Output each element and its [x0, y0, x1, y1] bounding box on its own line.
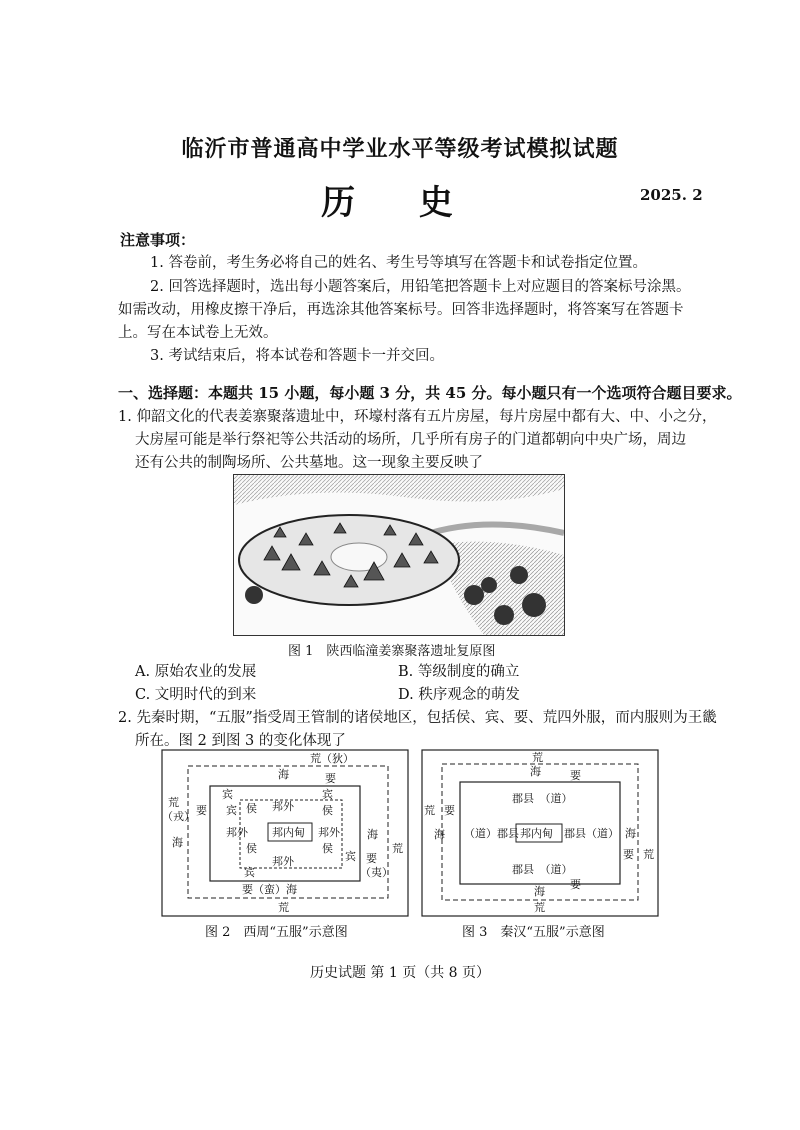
fig3-dao-left: （道）郡县	[464, 827, 519, 840]
figure-2-caption: 图 2 西周“五服”示意图	[205, 925, 348, 940]
fig2-hai-left: 海	[172, 836, 183, 849]
fig3-huang-left: 荒	[424, 804, 435, 817]
fig2-center: 邦内甸	[272, 826, 305, 839]
q2-line-1: 2. 先秦时期，“五服”指受周王管制的诸侯地区，包括侯、宾、要、荒四外服，而内服则为王畿	[118, 710, 717, 726]
q1-option-a[interactable]: A. 原始农业的发展	[135, 664, 257, 680]
figure-3-wufu-diagram	[420, 748, 660, 918]
fig2-hou-br: 侯	[322, 842, 333, 855]
fig2-yao-bottom: 要（蛮）	[242, 883, 286, 896]
fig3-yao-right: 要	[623, 848, 634, 861]
notice-heading: 注意事项：	[120, 231, 196, 249]
figure-1-caption: 图 1 陕西临潼姜寨聚落遗址复原图	[288, 644, 496, 659]
fig3-yao-top: 要	[570, 769, 581, 782]
figure-2-wufu-diagram	[160, 748, 410, 918]
fig2-huang-right: 荒	[392, 842, 403, 855]
section-heading: 一、选择题：本题共 15 小题，每小题 3 分，共 45 分。每小题只有一个选项符合题目要求。	[118, 384, 742, 402]
fig2-yao-right-1: 要	[366, 852, 377, 865]
notice-line-3: 如需改动，用橡皮擦干净后，再选涂其他答案标号。回答非选择题时，将答案写在答题卡	[118, 302, 684, 318]
notice-line-1: 1. 答卷前，考生务必将自己的姓名、考生号等填写在答题卡和试卷指定位置。	[150, 255, 647, 271]
fig2-bin-top: 宾	[222, 788, 233, 801]
exam-title: 临沂市普通高中学业水平等级考试模拟试题	[181, 136, 619, 162]
fig3-hai-bottom: 海	[534, 885, 545, 898]
subject-title: 历 史	[321, 183, 479, 223]
q1-line-2: 大房屋可能是举行祭祀等公共活动的场所，几乎所有房子的门道都朝向中央广场，周边	[135, 432, 686, 448]
fig2-bin-left: 宾	[226, 804, 237, 817]
fig2-huang-top: 荒（狄）	[310, 752, 354, 765]
fig2-yao-right-2: （夷）	[360, 866, 393, 879]
fig2-yao-left: 要	[196, 804, 207, 817]
fig2-hai-top: 海	[278, 768, 289, 781]
notice-line-2: 2. 回答选择题时，选出每小题答案后，用铅笔把答题卡上对应题目的答案标号涂黑。	[150, 279, 691, 295]
settlement-drawing	[234, 475, 564, 635]
fig2-bin-bottom: 宾	[244, 866, 255, 879]
page-footer: 历史试题 第 1 页（共 8 页）	[309, 965, 491, 981]
fig3-yao-left: 要	[444, 804, 455, 817]
fig3-huang-top: 荒	[532, 751, 543, 764]
fig3-hai-left: 海	[434, 828, 445, 841]
q1-option-b[interactable]: B. 等级制度的确立	[398, 664, 520, 680]
q1-line-3: 还有公共的制陶场所、公共墓地。这一现象主要反映了	[135, 455, 483, 471]
fig2-hai-bottom: 海	[286, 883, 297, 896]
q1-option-c[interactable]: C. 文明时代的到来	[135, 687, 257, 703]
fig3-huang-right: 荒	[643, 848, 654, 861]
notice-line-4: 上。写在本试卷上无效。	[118, 325, 278, 341]
fig3-yao-bottom: 要	[570, 878, 581, 891]
fig2-huang-bottom: 荒	[278, 901, 289, 914]
q1-line-1: 1. 仰韶文化的代表姜寨聚落遗址中，环壕村落有五片房屋，每片房屋中都有大、中、小之分，	[118, 409, 717, 425]
fig2-bangwai-top: 邦外	[272, 800, 294, 813]
figure-3-caption: 图 3 秦汉“五服”示意图	[462, 925, 605, 940]
fig2-bin-tr: 宾	[322, 788, 333, 801]
fig2-bangwai-right: 邦外	[318, 826, 340, 839]
fig2-huang-left-1: 荒	[168, 796, 179, 809]
fig2-hou-bl: 侯	[246, 842, 257, 855]
fig3-junxian-bottom: 郡县 （道）	[512, 863, 573, 876]
notice-line-5: 3. 考试结束后，将本试卷和答题卡一并交回。	[150, 348, 444, 364]
fig2-huang-left-2: （戎）	[162, 810, 195, 823]
fig2-bangwai-bottom: 邦外	[272, 855, 294, 868]
fig3-hai-right: 海	[625, 827, 636, 840]
q1-option-d[interactable]: D. 秩序观念的萌发	[398, 687, 520, 703]
fig3-junxian-right: 郡县（道）	[564, 827, 619, 840]
fig2-bangwai-left: 邦外	[226, 826, 248, 839]
figure-1-settlement-illustration	[233, 474, 565, 636]
fig3-huang-bottom: 荒	[534, 901, 545, 914]
fig3-center: 邦内甸	[520, 827, 553, 840]
fig2-hai-right: 海	[367, 828, 378, 841]
fig2-yao-top: 要	[325, 772, 336, 785]
fig2-hou-tr: 侯	[322, 804, 333, 817]
fig2-hou-tl: 侯	[246, 802, 257, 815]
fig3-hai-top: 海	[530, 765, 541, 778]
q2-line-2: 所在。图 2 到图 3 的变化体现了	[135, 733, 346, 749]
fig3-junxian-top: 郡县 （道）	[512, 792, 573, 805]
fig2-bin-right: 宾	[345, 850, 356, 863]
exam-date: 2025. 2	[640, 186, 703, 204]
